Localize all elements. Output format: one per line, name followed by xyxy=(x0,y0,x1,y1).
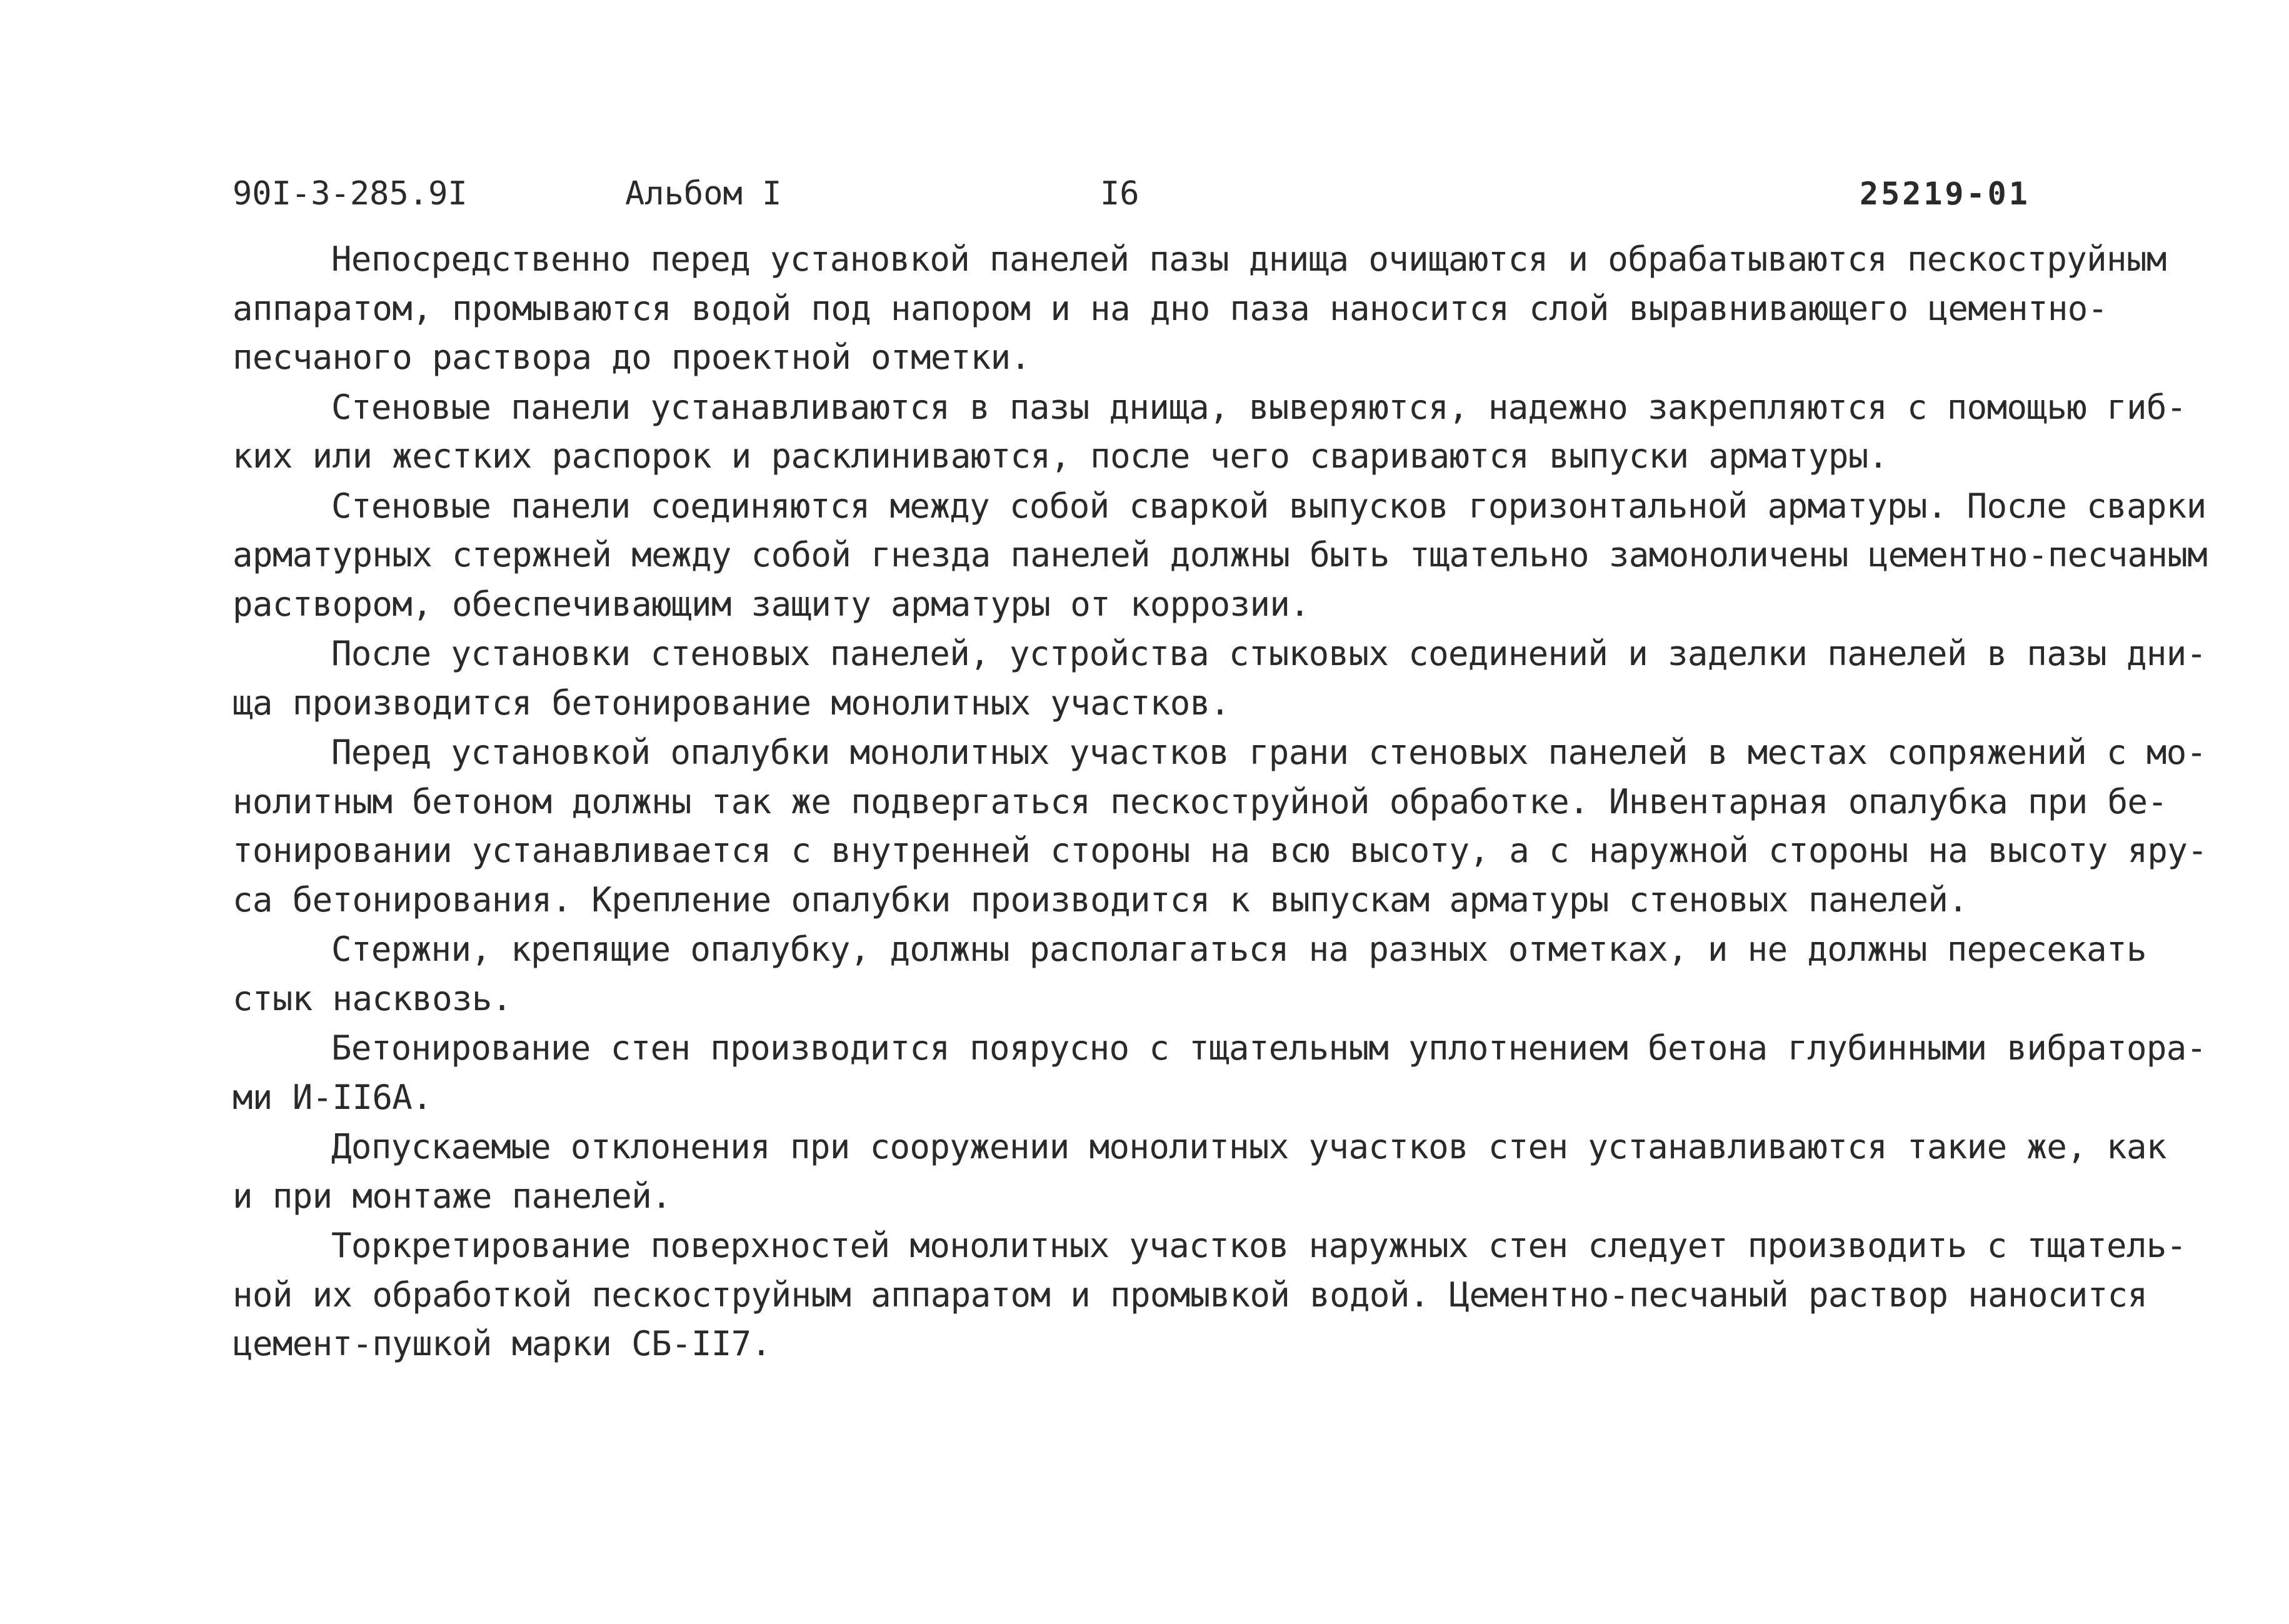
text-line: ких или жестких распорок и расклиниваются, после чего свариваются выпуски арматуры. xyxy=(233,436,1888,476)
document-code: 90I-3-285.9I xyxy=(233,175,468,213)
page-header xyxy=(0,169,2289,219)
text-line: Допускаемые отклонения при сооружении монолитных участков стен устанавливаются такие же, как xyxy=(331,1127,2166,1166)
text-line: Торкретирование поверхностей монолитных участков наружных стен следует производить с тщатель- xyxy=(331,1226,2186,1265)
text-line: нолитным бетоном должны так же подвергаться пескоструйной обработке. Инвентарная опалубка при бе- xyxy=(233,781,2168,821)
text-line: цемент-пушкой марки СБ-II7. xyxy=(233,1324,771,1363)
paragraph xyxy=(233,1024,2206,1122)
text-line: Стеновые панели соединяются между собой сваркой выпусков горизонтальной арматуры. После сварки xyxy=(331,486,2206,526)
text-line: и при монтаже панелей. xyxy=(233,1176,672,1216)
text-line: ми И-II6А. xyxy=(233,1077,433,1117)
paragraph xyxy=(233,235,2195,383)
text-line: са бетонирования. Крепление опалубки производится к выпускам арматуры стеновых панелей. xyxy=(233,880,1968,920)
text-line: ной их обработкой пескоструйным аппаратом и промывкой водой. Цементно-песчаный раствор наносится xyxy=(233,1275,2148,1315)
text-line: Стеновые панели устанавливаются в пазы днища, выверяются, надежно закрепляются с помощью гиб- xyxy=(331,387,2186,427)
paragraph xyxy=(233,925,2195,1023)
text-line: Непосредственно перед установкой панелей пазы днища очищаются и обрабатываются пескоструйным xyxy=(331,239,2166,279)
text-line: ща производится бетонирование монолитных участков. xyxy=(233,683,1230,723)
album-label: Альбом I xyxy=(625,175,782,213)
text-line: раствором, обеспечивающим защиту арматуры от коррозии. xyxy=(233,584,1310,624)
paragraph xyxy=(233,1221,2195,1369)
document-number-stamp: 25219-01 xyxy=(1860,176,2030,212)
paragraph xyxy=(233,1123,2195,1221)
text-line: Перед установкой опалубки монолитных участков грани стеновых панелей в местах сопряжений с мо- xyxy=(331,733,2206,772)
text-line: Бетонирование стен производится поярусно с тщательным уплотнением бетона глубинными вибратора- xyxy=(331,1028,2206,1068)
text-line: тонировании устанавливается с внутренней стороны на всю высоту, а с наружной стороны на высоту яру- xyxy=(233,831,2208,870)
document-body xyxy=(233,235,2208,1370)
paragraph xyxy=(233,728,2208,925)
text-line: стык насквозь. xyxy=(233,978,512,1018)
paragraph xyxy=(233,383,2195,481)
text-line: После установки стеновых панелей, устройства стыковых соединений и заделки панелей в пазы дни- xyxy=(331,634,2206,673)
paragraph xyxy=(233,629,2206,728)
text-line: песчаного раствора до проектной отметки. xyxy=(233,338,1031,377)
page-number: I6 xyxy=(1100,175,1139,213)
text-line: арматурных стержней между собой гнезда панелей должны быть тщательно замоноличены цементно-песчаным xyxy=(233,535,2208,574)
text-line: Стержни, крепящие опалубку, должны располагаться на разных отметках, и не должны пересекать xyxy=(331,930,2146,969)
text-line: аппаратом, промываются водой под напором и на дно паза наносится слой выравнивающего цементно- xyxy=(233,288,2108,328)
paragraph xyxy=(233,482,2208,629)
